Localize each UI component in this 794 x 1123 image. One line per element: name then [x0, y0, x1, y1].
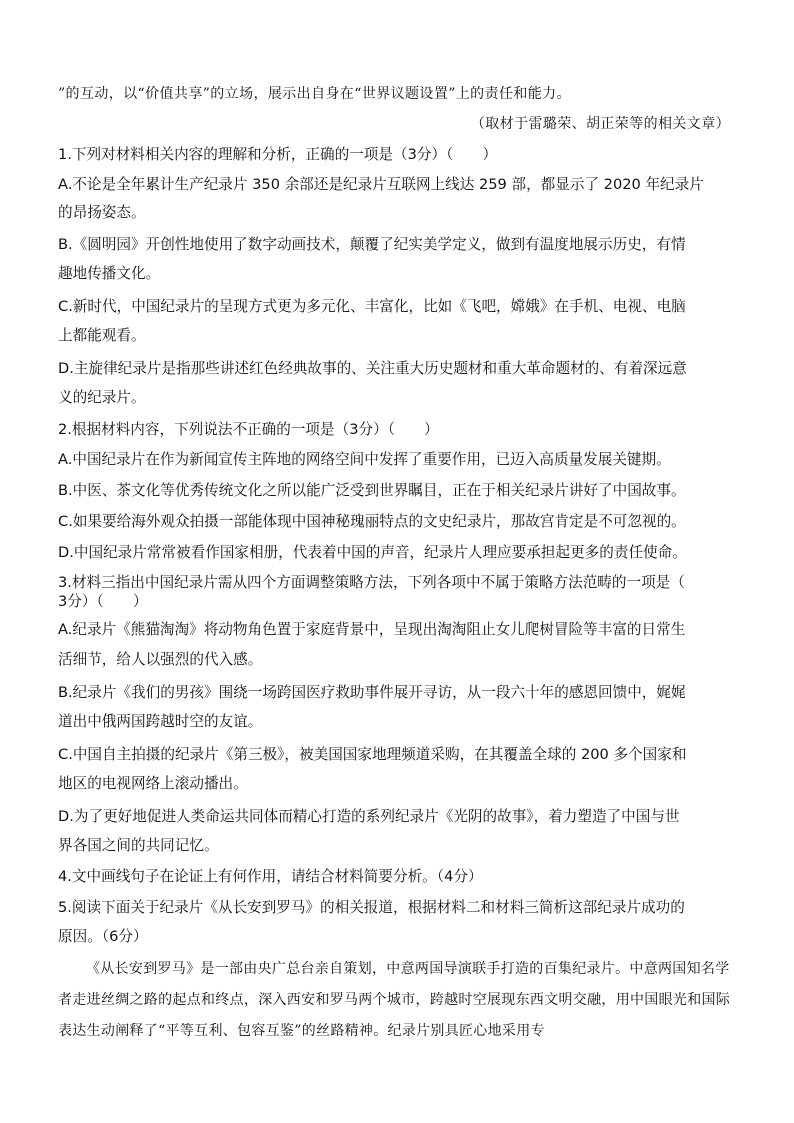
- question-1-option-d: D.主旋律纪录片是指那些讲述红色经典故事的、关注重大历史题材和重大革命题材的、有着深远意: [58, 360, 687, 377]
- question-3-stem-cont: 3分）（ ）: [58, 593, 148, 610]
- question-2-option-a: A.中国纪录片在作为新闻宣传主阵地的网络空间中发挥了重要作用，已迈入高质量发展关键期。: [58, 451, 671, 468]
- question-1-option-b: B.《圆明园》开创性地使用了数字动画技术，颠覆了纪实美学定义，做到有温度地展示历史，有情: [58, 236, 686, 253]
- question-1-option-c: C.新时代，中国纪录片的呈现方式更为多元化、丰富化，比如《飞吧，嫦娥》在手机、电视、电脑: [58, 298, 686, 315]
- question-5-stem-cont: 原因。（6分）: [58, 928, 148, 945]
- question-3-option-a-cont: 活细节，给人以强烈的代入感。: [58, 651, 263, 668]
- question-2-stem: 2.根据材料内容，下列说法不正确的一项是（3分）（ ）: [58, 421, 439, 438]
- question-2-option-d: D.中国纪录片常常被看作国家相册，代表着中国的声音，纪录片人理应要承担起更多的责任使命。: [58, 544, 687, 561]
- question-3-option-b: B.纪录片《我们的男孩》围绕一场跨国医疗救助事件展开寻访，从一段六十年的感恩回馈中，娓娓: [58, 684, 686, 701]
- question-2-option-b: B.中医、茶文化等优秀传统文化之所以能广泛受到世界瞩目，正在于相关纪录片讲好了中国故事。: [58, 482, 686, 499]
- question-2-option-c: C.如果要给海外观众拍摄一部能体现中国神秘瑰丽特点的文史纪录片，那故宫肯定是不可忽视的。: [58, 513, 686, 530]
- question-3-stem: 3.材料三指出中国纪录片需从四个方面调整策略方法，下列各项中不属于策略方法范畴的一项是（: [58, 574, 685, 591]
- passage-continuation: ”的互动，以“价值共享”的立场，展示出自身在“世界议题设置”上的责任和能力。: [58, 86, 571, 102]
- question-3-option-c-cont: 地区的电视网络上滚动播出。: [58, 775, 248, 792]
- question-1-option-d-cont: 义的纪录片。: [58, 389, 146, 406]
- question-1-option-c-cont: 上都能观看。: [58, 327, 146, 344]
- question-1-option-a: A.不论是全年累计生产纪录片 350 余部还是纪录片互联网上线达 259 部，都显示了 2020 年纪录片: [58, 176, 704, 193]
- question-4-stem: 4.文中画线句子在论证上有何作用，请结合材料简要分析。（4分）: [58, 868, 483, 885]
- question-3-option-b-cont: 道出中俄两国跨越时空的友谊。: [58, 713, 263, 730]
- question-3-option-d-cont: 界各国之间的共同记忆。: [58, 837, 219, 854]
- question-3-option-a: A.纪录片《熊猫淘淘》将动物角色置于家庭背景中，呈现出淘淘阻止女儿爬树冒险等丰富的日常生: [58, 621, 686, 638]
- question-5-passage: 《从长安到罗马》是一部由央广总台亲自策划，中意两国导演联手打造的百集纪录片。中意两国知名学者走进丝绸之路的起点和终点，深入西安和罗马两个城市，跨越时空展现东西文明交融，用中国眼光和国际表达生动阐释了“平等互利、包容互鉴”的丝路精神。纪录片别具匠心地采用专: [58, 961, 731, 1039]
- question-1-option-a-cont: 的昂扬姿态。: [58, 204, 146, 221]
- question-3-option-d: D.为了更好地促进人类命运共同体而精心打造的系列纪录片《光阴的故事》，着力塑造了中国与世: [58, 808, 680, 825]
- source-citation: （取材于雷璐荣、胡正荣等的相关文章）: [470, 116, 730, 132]
- question-1-stem: 1.下列对材料相关内容的理解和分析，正确的一项是（3分）（ ）: [58, 146, 498, 163]
- question-3-option-c: C.中国自主拍摄的纪录片《第三极》，被美国国家地理频道采购，在其覆盖全球的 200 多个国家和: [58, 746, 687, 763]
- question-5-stem: 5.阅读下面关于纪录片《从长安到罗马》的相关报道，根据材料二和材料三简析这部纪录片成功的: [58, 899, 685, 916]
- question-1-option-b-cont: 趣地传播文化。: [58, 265, 161, 282]
